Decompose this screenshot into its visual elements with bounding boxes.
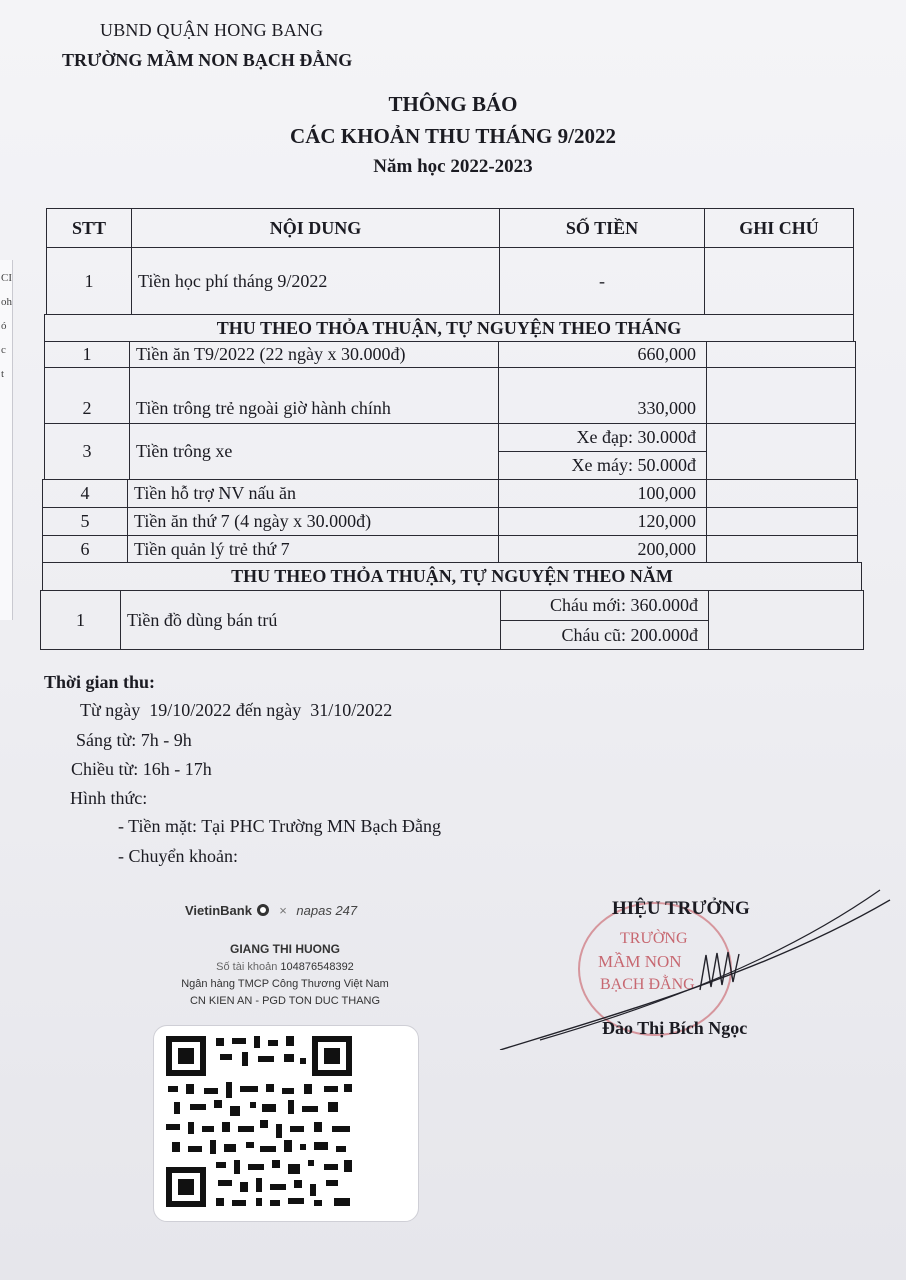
section-yearly: THU THEO THỎA THUẬN, TỰ NGUYỆN THEO NĂM (42, 562, 862, 591)
bank-logos (185, 903, 357, 918)
signer-title: HIỆU TRƯỞNG (612, 898, 750, 919)
stamp-line: MẦM NON (598, 952, 682, 971)
header-stt: STT (46, 208, 132, 248)
table-row-stt: 3 (44, 423, 130, 480)
table-row-note (706, 341, 856, 368)
collection-heading: Thời gian thu: (44, 672, 156, 692)
table-row-amount: 660,000 (498, 341, 707, 368)
table-row-amount: 200,000 (498, 535, 707, 563)
edge-mark: oh (1, 296, 12, 308)
table-row-note (704, 247, 854, 315)
qr-code-card (153, 1025, 419, 1222)
stamp-line: TRƯỜNG (620, 930, 688, 947)
account-number: 104876548392 (280, 961, 354, 973)
table-row-amount: Cháu mới: 360.000đ (500, 590, 709, 621)
method-transfer: - Chuyển khoản: (118, 846, 238, 866)
stamp-line: BẠCH ĐẰNG (600, 976, 695, 993)
table-row-amount: Xe đạp: 30.000đ (498, 423, 707, 452)
account-label: Số tài khoản (216, 961, 278, 973)
table-row-content: Tiền hỗ trợ NV nấu ăn (127, 479, 499, 508)
table-row-stt: 5 (42, 507, 128, 536)
table-row-amount: Xe máy: 50.000đ (498, 451, 707, 480)
adjacent-page-edge (0, 260, 13, 620)
logo-separator: × (279, 903, 287, 918)
collection-morning: Sáng từ: 7h - 9h (76, 730, 192, 750)
table-row-content: Tiền quản lý trẻ thứ 7 (127, 535, 499, 563)
table-row-note (706, 479, 858, 508)
method-cash: - Tiền mặt: Tại PHC Trường MN Bạch Đằng (118, 816, 441, 836)
table-row-stt: 1 (44, 341, 130, 368)
header-note: GHI CHÚ (704, 208, 854, 248)
table-row-amount: 120,000 (498, 507, 707, 536)
table-row-stt: 1 (40, 590, 121, 650)
collection-afternoon: Chiều từ: 16h - 17h (71, 759, 212, 779)
school-year: Năm học 2022-2023 (373, 156, 533, 177)
table-row-note (706, 535, 858, 563)
table-row-note (708, 590, 864, 650)
header-amount: SỐ TIỀN (499, 208, 705, 248)
table-row-stt: 4 (42, 479, 128, 508)
edge-mark: CI (1, 272, 12, 284)
table-row-content: Tiền đồ dùng bán trú (120, 590, 501, 650)
table-row-note (706, 507, 858, 536)
table-row-stt: 6 (42, 535, 128, 563)
edge-mark: t (1, 368, 5, 380)
table-row-content: Tiền trông trẻ ngoài giờ hành chính (129, 367, 499, 424)
table-row-amount: - (499, 247, 705, 315)
edge-mark: ó (1, 320, 7, 332)
notice-title: THÔNG BÁO (388, 92, 518, 116)
signer-name: Đào Thị Bích Ngọc (602, 1018, 748, 1038)
table-row-content: Tiền ăn thứ 7 (4 ngày x 30.000đ) (127, 507, 499, 536)
qr-code (164, 1034, 354, 1209)
authority-name: UBND QUẬN HONG BANG (100, 20, 324, 40)
table-row-content: Tiền học phí tháng 9/2022 (131, 247, 500, 315)
collection-dates: Từ ngày 19/10/2022 đến ngày 31/10/2022 (80, 700, 393, 720)
school-name: TRƯỜNG MẦM NON BẠCH ĐẰNG (62, 50, 353, 70)
notice-subtitle: CÁC KHOẢN THU THÁNG 9/2022 (290, 124, 616, 148)
table-row-amount: Cháu cũ: 200.000đ (500, 620, 709, 650)
collection-method: Hình thức: (70, 788, 148, 808)
edge-mark: c (1, 344, 6, 356)
table-row-note (706, 423, 856, 480)
table-row-content: Tiền trông xe (129, 423, 499, 480)
table-row-amount: 100,000 (498, 479, 707, 508)
table-row-content: Tiền ăn T9/2022 (22 ngày x 30.000đ) (129, 341, 499, 368)
table-row-amount: 330,000 (498, 367, 707, 424)
table-row-stt: 2 (44, 367, 130, 424)
vietinbank-logo: VietinBank (185, 903, 252, 918)
bank-branch: CN KIEN AN - PGD TON DUC THANG (189, 995, 381, 1007)
account-holder: GIANG THI HUONG (230, 942, 340, 956)
napas-logo: napas 247 (296, 903, 358, 918)
section-monthly: THU THEO THỎA THUẬN, TỰ NGUYỆN THEO THÁNG (44, 314, 854, 342)
table-row-stt: 1 (46, 247, 132, 315)
table-row-note (706, 367, 856, 424)
bank-full-name: Ngân hàng TMCP Công Thương Việt Nam (181, 978, 389, 990)
bank-logo-icon (256, 903, 270, 917)
header-content: NỘI DUNG (131, 208, 500, 248)
